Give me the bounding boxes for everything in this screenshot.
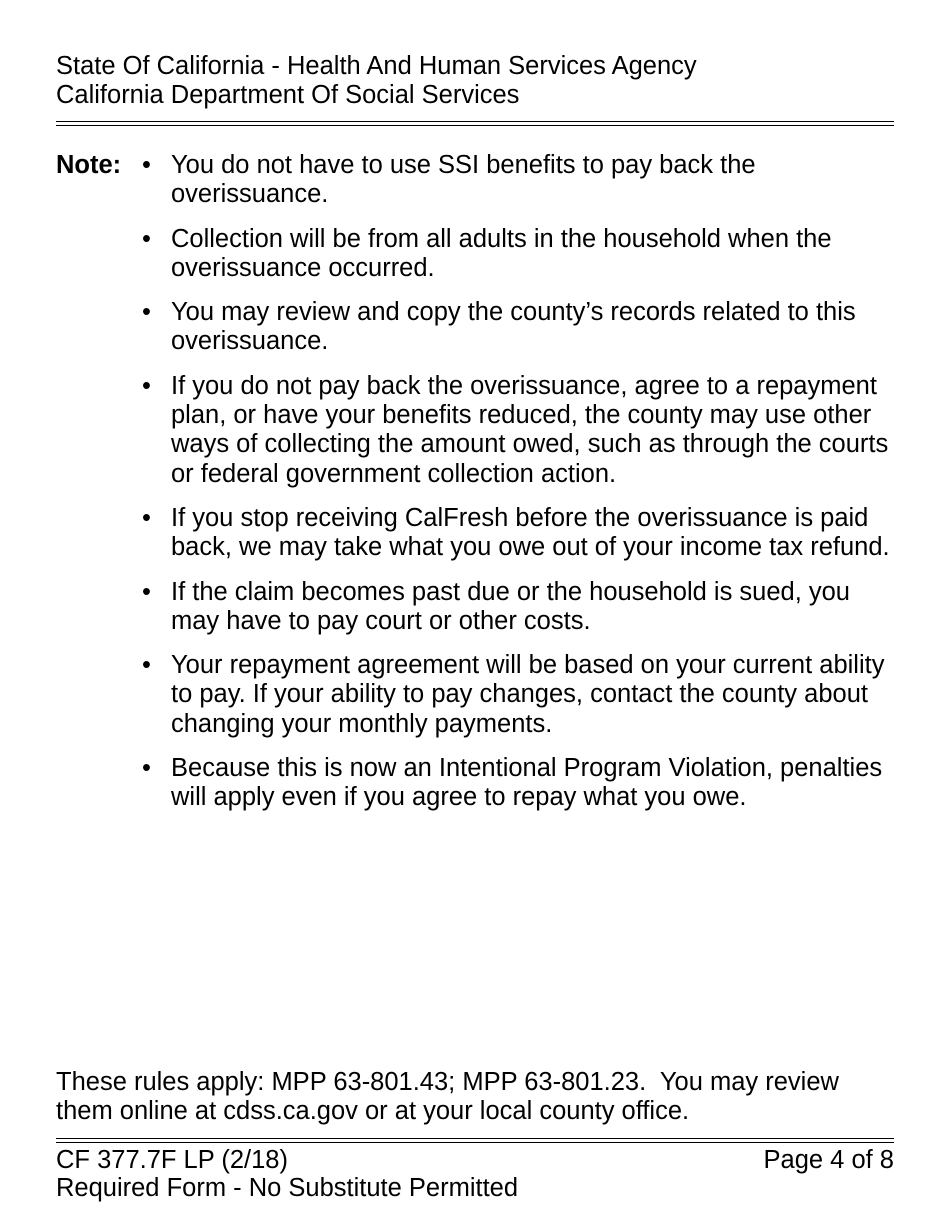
list-item bbox=[142, 578, 894, 637]
form-number: CF 377.7F LP (2/18) bbox=[56, 1146, 288, 1174]
bullet-icon: • bbox=[142, 503, 151, 532]
footer-divider bbox=[56, 1138, 894, 1143]
list-item bbox=[142, 372, 894, 489]
regulation-reference: These rules apply: MPP 63-801.43; MPP 63-801.23. You may review them online at cdss.ca.gov or at your local county office. bbox=[56, 1068, 847, 1126]
footer-form-info bbox=[56, 1146, 518, 1202]
list-item-text: If the claim becomes past due or the household is sued, you may have to pay court or other costs. bbox=[171, 577, 850, 635]
note-label: Note: bbox=[56, 151, 122, 179]
page-header bbox=[56, 52, 697, 110]
list-item bbox=[142, 151, 894, 210]
bullet-icon: • bbox=[142, 651, 151, 680]
list-item-text: If you stop receiving CalFresh before the overissuance is paid back, we may take what you owe out of your income tax refund. bbox=[171, 503, 890, 562]
list-item-text: You do not have to use SSI benefits to pay back the overissuance. bbox=[171, 151, 756, 209]
list-item-text: Because this is now an Intentional Program Violation, penalties will apply even if you agree to repay what you owe. bbox=[171, 754, 883, 812]
bullet-icon: • bbox=[142, 371, 151, 400]
bullet-icon: • bbox=[142, 754, 151, 783]
required-form-notice: Required Form - No Substitute Permitted bbox=[56, 1174, 519, 1202]
list-item-text: If you do not pay back the overissuance, agree to a repayment plan, or have your benefits reduced, the county may use other ways of collecting the amount owed, such as through the courts or federal government collection action. bbox=[171, 371, 889, 488]
list-item bbox=[142, 754, 894, 813]
header-divider bbox=[56, 121, 894, 126]
agency-name: State Of California - Health And Human Services Agency bbox=[56, 52, 697, 80]
bullet-icon: • bbox=[142, 577, 151, 606]
list-item bbox=[142, 225, 894, 284]
bullet-icon: • bbox=[142, 151, 151, 179]
note-list bbox=[142, 151, 894, 828]
list-item bbox=[142, 651, 894, 739]
page-number: Page 4 of 8 bbox=[763, 1146, 894, 1174]
document-page bbox=[56, 0, 894, 1230]
department-name: California Department Of Social Services bbox=[56, 81, 520, 109]
list-item-text: You may review and copy the county’s records related to this overissuance. bbox=[171, 298, 856, 356]
bullet-icon: • bbox=[142, 298, 151, 327]
bullet-icon: • bbox=[142, 224, 151, 253]
list-item bbox=[142, 298, 894, 357]
list-item bbox=[142, 504, 894, 563]
list-item-text: Collection will be from all adults in the household when the overissuance occurred. bbox=[171, 224, 832, 282]
list-item-text: Your repayment agreement will be based on your current ability to pay. If your ability to pay changes, contact the county about changing your monthly payments. bbox=[171, 651, 885, 738]
